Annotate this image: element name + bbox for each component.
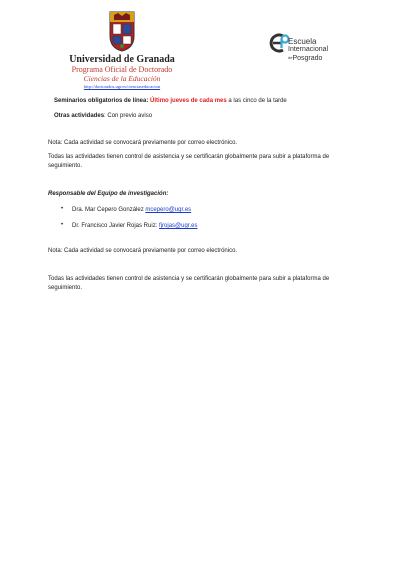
university-header	[62, 10, 182, 91]
program-name: Programa Oficial de Doctorado	[71, 65, 173, 74]
person-email-link[interactable]: fjrojas@ugr.es	[159, 223, 198, 229]
note-1-text: Cada actividad se convocará previamente por correo electrónico.	[62, 140, 238, 146]
other-activities-label: Otras actividades	[54, 113, 105, 119]
escuela-text	[288, 38, 328, 63]
escuela-line3	[288, 54, 328, 63]
other-activities-line	[54, 112, 374, 121]
escuela-line2: Internacional	[288, 46, 329, 53]
university-crest-icon	[104, 10, 140, 52]
other-activities-rest: : Con previo aviso	[104, 113, 153, 119]
control-paragraph-2: Todas las actividades tienen control de asistencia y se certificarán globalmente para subir a plataforma de seguimiento.	[48, 276, 330, 291]
person-item	[72, 206, 362, 215]
escuela-logo-block	[268, 32, 358, 68]
university-name: Universidad de Granada	[69, 54, 175, 65]
person-email-link[interactable]: mcepero@ugr.es	[145, 207, 192, 213]
person-name: Dra. Mar Cepero González	[72, 207, 146, 213]
escuela-posgrado: Posgrado	[292, 54, 323, 62]
program-url-link[interactable]: http://doctorados.ugr.es/cienciaseducacion	[83, 84, 161, 89]
note-2-label: Nota:	[48, 248, 63, 254]
bullet-icon: •	[61, 222, 64, 228]
seminars-label: Seminarios obligatorios de línea:	[54, 98, 151, 104]
bullet-icon: •	[61, 206, 64, 212]
note-2	[48, 247, 368, 256]
person-item	[72, 222, 362, 231]
seminars-highlight: Último jueves de cada mes	[150, 98, 227, 104]
escuela-line1: Escuela	[288, 37, 317, 46]
escuela-logo-icon	[268, 32, 290, 54]
faculty-name: Ciencias de la Educación	[83, 74, 161, 83]
control-paragraph-1: Todas las actividades tienen control de asistencia y se certificarán globalmente para subir a plataforma de seguimiento.	[48, 154, 330, 169]
person-name: Dr. Francisco Javier Rojas Ruiz:	[72, 223, 160, 229]
note-2-text: Cada actividad se convocará previamente por correo electrónico.	[62, 248, 238, 254]
note-1	[48, 139, 368, 148]
note-1-label: Nota:	[48, 140, 63, 146]
responsible-heading: Responsable del Equipo de investigación:	[48, 191, 169, 197]
seminars-line	[54, 97, 374, 106]
escuela-de: de	[288, 55, 293, 60]
seminars-rest: a las cinco de la tarde	[226, 98, 287, 104]
